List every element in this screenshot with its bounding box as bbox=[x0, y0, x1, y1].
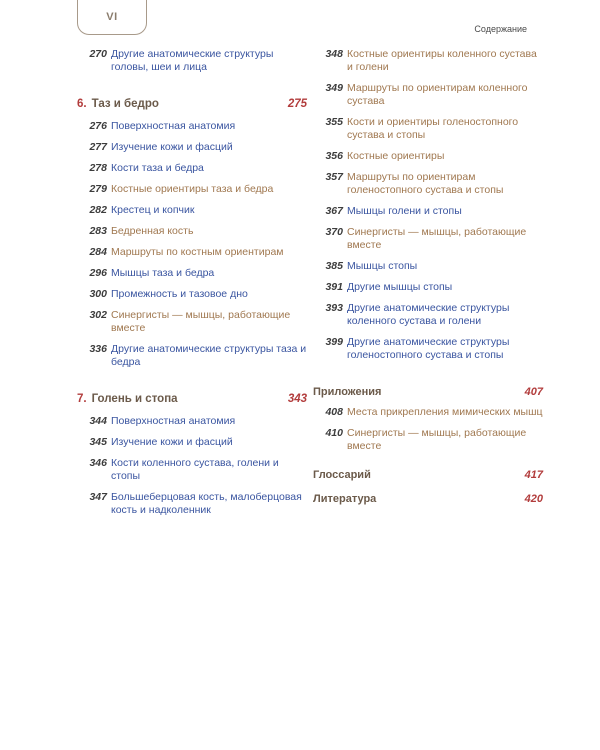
toc-entry-title: Кости коленного сустава, голени и стопы bbox=[111, 457, 279, 482]
toc-entry[interactable] bbox=[77, 183, 307, 196]
toc-entry-page: 284 bbox=[89, 246, 107, 258]
chapter-6-heading[interactable] bbox=[77, 98, 307, 110]
toc-entry-page: 276 bbox=[89, 120, 107, 132]
chapter-title: Голень и стопа bbox=[91, 393, 178, 405]
toc-entry-title: Костные ориентиры коленного сустава и голени bbox=[347, 48, 537, 73]
toc-entry-page: 302 bbox=[89, 309, 107, 321]
toc-entry[interactable] bbox=[77, 204, 307, 217]
toc-entry-title: Поверхностная анатомия bbox=[111, 120, 236, 132]
toc-entry-title: Кости таза и бедра bbox=[111, 162, 204, 174]
chapter-page: 275 bbox=[287, 98, 307, 110]
toc-entry[interactable] bbox=[313, 171, 543, 197]
toc-entry[interactable] bbox=[77, 267, 307, 280]
toc-entry-title: Мышцы стопы bbox=[347, 260, 418, 272]
toc-entry-page: 346 bbox=[89, 457, 107, 469]
toc-entry-page: 336 bbox=[89, 343, 107, 355]
toc-entry-page: 345 bbox=[89, 436, 107, 448]
toc-entry[interactable] bbox=[77, 436, 307, 449]
toc-entry[interactable] bbox=[313, 205, 543, 218]
running-head: Содержание bbox=[474, 24, 527, 34]
toc-entry-page: 349 bbox=[325, 82, 343, 94]
toc-entry[interactable] bbox=[77, 120, 307, 133]
glossary-heading[interactable] bbox=[313, 469, 543, 481]
toc-entry[interactable] bbox=[313, 82, 543, 108]
toc-entry-page: 300 bbox=[89, 288, 107, 300]
toc-entry[interactable] bbox=[313, 336, 543, 362]
toc-entry-title: Другие анатомические структуры таза и бедра bbox=[111, 343, 307, 368]
toc-entry[interactable] bbox=[77, 415, 307, 428]
toc-entry[interactable] bbox=[313, 281, 543, 294]
toc-entry[interactable] bbox=[77, 141, 307, 154]
toc-entry-page: 278 bbox=[89, 162, 107, 174]
toc-entry[interactable] bbox=[77, 309, 307, 335]
toc-entry[interactable] bbox=[313, 260, 543, 273]
toc-entry-page: 344 bbox=[89, 415, 107, 427]
toc-entry[interactable] bbox=[313, 48, 543, 74]
toc-entry-title: Мышцы голени и стопы bbox=[347, 205, 462, 217]
toc-entry-title: Изучение кожи и фасций bbox=[111, 141, 233, 153]
toc-entry-title: Маршруты по ориентирам голеностопного сустава и стопы bbox=[347, 171, 504, 196]
appendix-entries bbox=[313, 406, 543, 453]
toc-entry[interactable] bbox=[77, 246, 307, 259]
chapter-title: Таз и бедро bbox=[91, 98, 159, 110]
toc-entry-page: 348 bbox=[325, 48, 343, 60]
toc-entry-page: 277 bbox=[89, 141, 107, 153]
toc-entry-title: Другие анатомические структуры голеностопного сустава и стопы bbox=[347, 336, 510, 361]
literature-page: 420 bbox=[524, 493, 543, 505]
toc-entry-title: Места прикрепления мимических мышц bbox=[347, 406, 543, 418]
toc-entry-page: 347 bbox=[89, 491, 107, 503]
literature-heading[interactable] bbox=[313, 493, 543, 505]
toc-entry-page: 355 bbox=[325, 116, 343, 128]
appendix-page: 407 bbox=[524, 386, 543, 398]
toc-entry-page: 399 bbox=[325, 336, 343, 348]
glossary-title: Глоссарий bbox=[313, 469, 371, 481]
toc-entry-page: 391 bbox=[325, 281, 343, 293]
toc-entry[interactable] bbox=[77, 225, 307, 238]
toc-entry[interactable] bbox=[77, 288, 307, 301]
toc-entry-page: 393 bbox=[325, 302, 343, 314]
toc-entry-title: Маршруты по костным ориентирам bbox=[111, 246, 284, 258]
toc-entry-title: Костные ориентиры bbox=[347, 150, 445, 162]
toc-entry-title: Другие анатомические структуры коленного сустава и голени bbox=[347, 302, 510, 327]
toc-entry[interactable] bbox=[77, 491, 307, 517]
toc-entry[interactable] bbox=[313, 226, 543, 252]
toc-entry-page: 270 bbox=[89, 48, 107, 60]
toc-entry-title: Костные ориентиры таза и бедра bbox=[111, 183, 274, 195]
toc-entry-page: 356 bbox=[325, 150, 343, 162]
toc-entry-title: Промежность и тазовое дно bbox=[111, 288, 248, 300]
toc-entry-title: Другие анатомические структуры головы, шеи и лица bbox=[111, 48, 274, 73]
chapter-number: 7. bbox=[77, 393, 87, 405]
chapter-page: 343 bbox=[287, 393, 307, 405]
toc-entry-page: 283 bbox=[89, 225, 107, 237]
toc-entry-title: Синергисты — мышцы, работающие вместе bbox=[347, 226, 527, 251]
toc-entry[interactable] bbox=[77, 343, 307, 369]
appendix-heading[interactable] bbox=[313, 386, 543, 398]
toc-entry[interactable] bbox=[77, 457, 307, 483]
literature-title: Литература bbox=[313, 493, 377, 505]
chapter-7-heading[interactable] bbox=[77, 393, 307, 405]
toc-entry-page: 370 bbox=[325, 226, 343, 238]
toc-entry-title: Большеберцовая кость, малоберцовая кость и надколенник bbox=[111, 491, 302, 516]
page-number-tab bbox=[77, 0, 147, 35]
toc-entry[interactable] bbox=[313, 116, 543, 142]
chapter-number: 6. bbox=[77, 98, 87, 110]
toc-entry-title: Изучение кожи и фасций bbox=[111, 436, 233, 448]
toc-entry-title: Мышцы таза и бедра bbox=[111, 267, 215, 279]
toc-entry-page: 357 bbox=[325, 171, 343, 183]
toc-entry-title: Поверхностная анатомия bbox=[111, 415, 236, 427]
appendix-title: Приложения bbox=[313, 386, 382, 398]
toc-entry[interactable] bbox=[77, 48, 307, 74]
toc-entry-title: Маршруты по ориентирам коленного сустава bbox=[347, 82, 528, 107]
toc-entry[interactable] bbox=[313, 150, 543, 163]
toc-left-column bbox=[77, 48, 307, 525]
page-number: VI bbox=[106, 11, 118, 23]
toc-entry[interactable] bbox=[313, 427, 543, 453]
toc-entry-title: Другие мышцы стопы bbox=[347, 281, 453, 293]
glossary-page: 417 bbox=[524, 469, 543, 481]
toc-entry-title: Синергисты — мышцы, работающие вместе bbox=[347, 427, 527, 452]
toc-entry-page: 296 bbox=[89, 267, 107, 279]
chapter-7-continued-entries bbox=[313, 48, 543, 362]
toc-entry-title: Бедренная кость bbox=[111, 225, 194, 237]
toc-entry[interactable] bbox=[313, 302, 543, 328]
toc-right-column bbox=[313, 48, 543, 513]
toc-intro-list bbox=[77, 48, 307, 74]
toc-entry-title: Крестец и копчик bbox=[111, 204, 195, 216]
toc-entry-page: 279 bbox=[89, 183, 107, 195]
chapter-7-entries bbox=[77, 415, 307, 517]
toc-entry[interactable] bbox=[77, 162, 307, 175]
chapter-6-entries bbox=[77, 120, 307, 369]
toc-entry-title: Синергисты — мышцы, работающие вместе bbox=[111, 309, 291, 334]
toc-entry-page: 410 bbox=[325, 427, 343, 439]
toc-entry-page: 385 bbox=[325, 260, 343, 272]
toc-entry[interactable] bbox=[313, 406, 543, 419]
toc-entry-title: Кости и ориентиры голеностопного сустава и стопы bbox=[347, 116, 519, 141]
toc-entry-page: 367 bbox=[325, 205, 343, 217]
toc-entry-page: 408 bbox=[325, 406, 343, 418]
toc-entry-page: 282 bbox=[89, 204, 107, 216]
